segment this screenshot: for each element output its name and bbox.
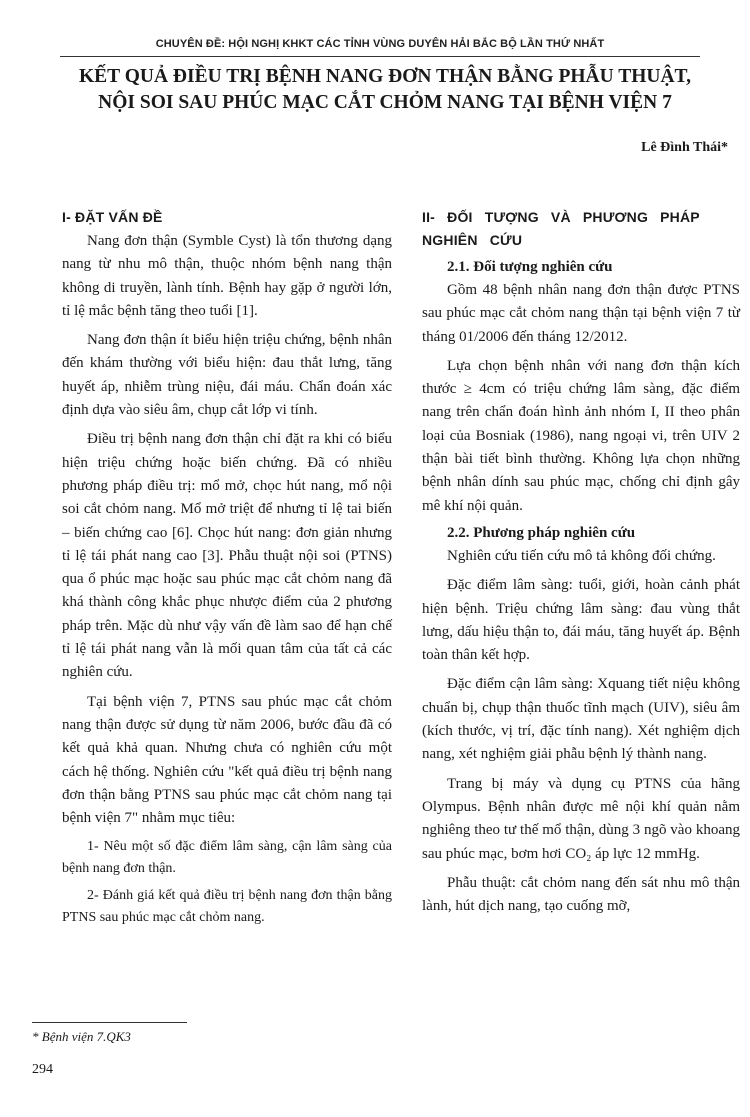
paragraph: Đặc điểm cận lâm sàng: Xquang tiết niệu không chuẩn bị, chụp thận thuốc tĩnh mạch (UIV), siêu âm (kích thước, vị trí, đặc tính nang). Xét nghiệm dịch nang, xét nghiệm giải phẫu bệnh lý thành nang. bbox=[422, 676, 740, 763]
paragraph: Đặc điểm lâm sàng: tuổi, giới, hoàn cảnh phát hiện bệnh. Triệu chứng lâm sàng: đau vùng thắt lưng, dấu hiệu thận to, đái máu, tăng huyết áp. Bệnh toàn thân kết hợp. bbox=[422, 577, 740, 664]
objective-1: 1- Nêu một số đặc điểm lâm sàng, cận lâm sàng của bệnh nang đơn thận. bbox=[62, 839, 392, 876]
footnote: * Bệnh viện 7.QK3 bbox=[32, 1029, 131, 1044]
left-column bbox=[62, 206, 392, 928]
paragraph: Điều trị bệnh nang đơn thận chỉ đặt ra khi có biểu hiện triệu chứng hoặc biến chứng. Đã có nhiều phương pháp điều trị: mổ mở, chọc hút nang, mổ nội soi cắt chỏm nang. Mổ mở triệt để nhưng tỉ lệ tai biến – biến chứng cao [6]. Chọc hút nang: đơn giản nhưng tỉ lệ tái phát nang cao [3]. Phẫu thuật nội soi (PTNS) qua ổ phúc mạc hoặc sau phúc mạc cắt chỏm nang đã khá thành công khắc phục nhược điểm của 2 phương pháp trên. Mặc dù như vậy vấn đề làm sao để hạn chế tỉ lệ tái phát nang vẫn là mối quan tâm của tất cả các nghiên cứu. bbox=[62, 431, 392, 681]
footnote-rule bbox=[32, 1022, 187, 1023]
author-name: Lê Đình Thái* bbox=[641, 140, 728, 155]
title-line-2: NỘI SOI SAU PHÚC MẠC CẮT CHỎM NANG TẠI BỆNH VIỆN 7 bbox=[98, 92, 672, 113]
paragraph: Trang bị máy và dụng cụ PTNS của hãng Olympus. Bệnh nhân được mê nội khí quản nằm nghiêng theo tư thế mổ thận, dùng 3 ngõ vào khoang sau phúc mạc, bơm hơi CO₂ áp lực 12 mmHg. bbox=[422, 775, 740, 862]
paragraph: Tại bệnh viện 7, PTNS sau phúc mạc cắt chỏm nang thận được sử dụng từ năm 2006, bước đầu đã có kết quả khả quan. Nhưng chưa có nghiên cứu một cách hệ thống. Nghiên cứu "kết quả điều trị bệnh nang đơn thận bằng PTNS sau phúc mạc cắt chỏm nang tại bệnh viện 7" nhằm mục tiêu: bbox=[62, 693, 392, 827]
paragraph: Nghiên cứu tiến cứu mô tả không đối chứng. bbox=[447, 547, 716, 564]
page-number: 294 bbox=[32, 1062, 53, 1077]
objective-2: 2- Đánh giá kết quả điều trị bệnh nang đơn thận bằng PTNS sau phúc mạc cắt chỏm nang. bbox=[62, 888, 392, 925]
title-line-1: KẾT QUẢ ĐIỀU TRỊ BỆNH NANG ĐƠN THẬN BẰNG PHẪU THUẬT, bbox=[79, 66, 691, 87]
paragraph: Phẫu thuật: cắt chỏm nang đến sát nhu mô thận lành, hút dịch nang, tạo cuống mỡ, bbox=[422, 874, 740, 915]
paragraph: Gồm 48 bệnh nhân nang đơn thận được PTNS sau phúc mạc cắt chỏm nang thận tại bệnh viện 7 từ tháng 01/2006 đến tháng 12/2012. bbox=[422, 282, 740, 345]
section-heading-introduction: I- ĐẶT VẤN ĐỀ bbox=[62, 209, 163, 225]
right-column bbox=[422, 206, 740, 918]
running-header: CHUYÊN ĐỀ: HỘI NGHỊ KHKT CÁC TỈNH VÙNG DUYÊN HẢI BẮC BỘ LẦN THỨ NHẤT bbox=[155, 38, 605, 50]
article-title bbox=[40, 64, 730, 116]
subheading-subjects: 2.1. Đối tượng nghiên cứu bbox=[447, 259, 613, 275]
paragraph: Nang đơn thận (Symble Cyst) là tổn thương dạng nang từ nhu mô thận, thuộc nhóm bệnh nang thận không di truyền, lành tính. Bệnh hay gặp ở người lớn, tỉ lệ mắc bệnh tăng theo tuổi [1]. bbox=[62, 233, 392, 319]
paragraph: Lựa chọn bệnh nhân với nang đơn thận kích thước ≥ 4cm có triệu chứng lâm sàng, đặc điểm nang trên chẩn đoán hình ảnh nhóm I, II theo phân loại của Bosniak (1986), nang ngoại vi, trên UIV 2 thận bài tiết bình thường. Không lựa chọn những bệnh nhân dính sau phúc mạc, chống chỉ định gây mê khí nội quản. bbox=[422, 357, 740, 514]
section-heading-methods: II- ĐỐI TƯỢNG VÀ PHƯƠNG PHÁP NGHIÊN CỨU bbox=[422, 209, 700, 248]
paragraph: Nang đơn thận ít biểu hiện triệu chứng, bệnh nhân đến khám thường với biểu hiện: đau thắt lưng, tăng huyết áp, nhiễm trùng niệu, đái máu. Chẩn đoán xác định dựa vào siêu âm, chụp cắt lớp vi tính. bbox=[62, 332, 392, 419]
header-rule bbox=[60, 56, 700, 57]
subheading-methods: 2.2. Phương pháp nghiên cứu bbox=[447, 524, 636, 541]
